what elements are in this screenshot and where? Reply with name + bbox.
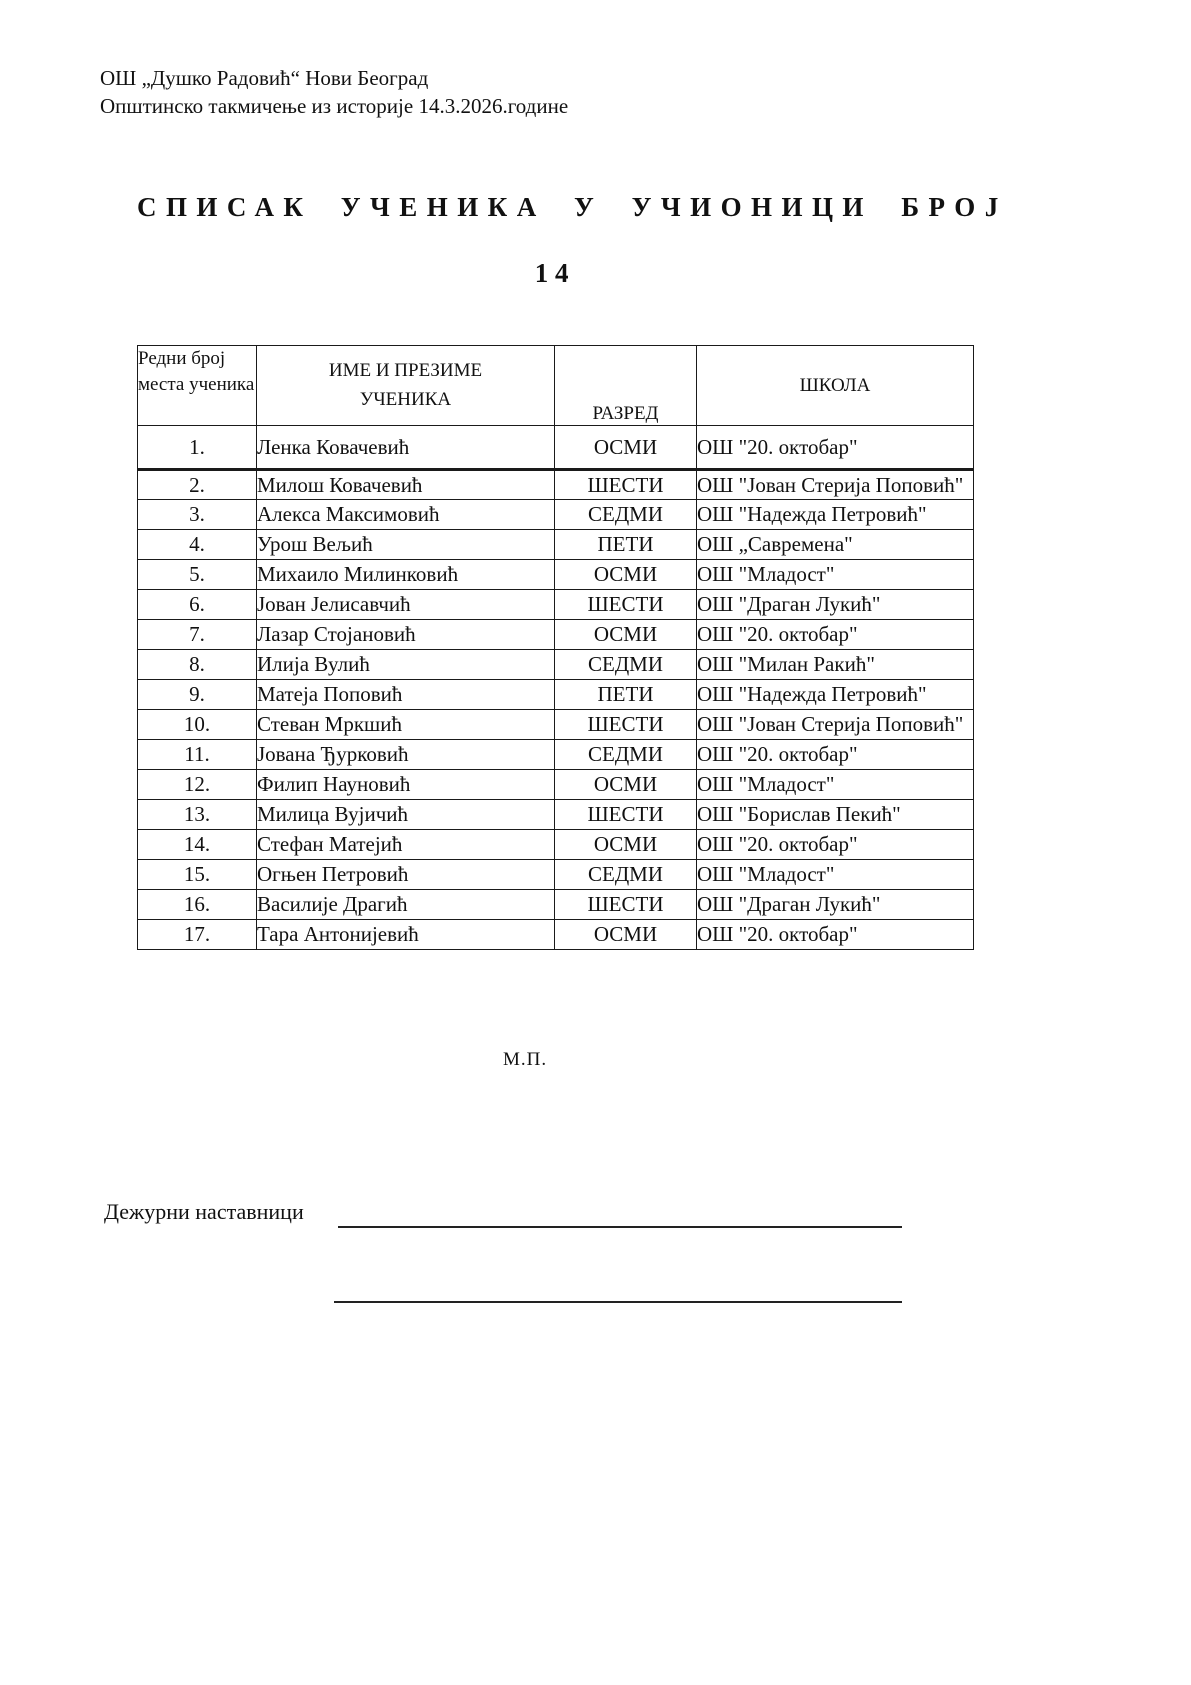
student-grade: СЕДМИ xyxy=(555,860,697,890)
student-name: Милош Ковачевић xyxy=(257,470,555,500)
table-row xyxy=(138,890,974,920)
student-school: ОШ "Драган Лукић" xyxy=(697,590,974,620)
teachers-label: Дежурни наставници xyxy=(104,1199,304,1224)
table-row xyxy=(138,620,974,650)
student-name: Михаило Милинковић xyxy=(257,560,555,590)
student-ordinal: 4. xyxy=(138,530,257,560)
table-row xyxy=(138,770,974,800)
student-ordinal: 6. xyxy=(138,590,257,620)
table-row xyxy=(138,500,974,530)
student-grade: ПЕТИ xyxy=(555,680,697,710)
school-name: ОШ „Душко Радовић“ Нови Београд xyxy=(100,66,429,90)
student-school: ОШ "20. октобар" xyxy=(697,920,974,950)
student-school: ОШ "Надежда Петровић" xyxy=(697,680,974,710)
page-title: СПИСАК УЧЕНИКА У УЧИОНИЦИ БРОЈ xyxy=(137,192,1008,222)
student-name: Јована Ђурковић xyxy=(257,740,555,770)
student-school: ОШ "20. октобар" xyxy=(697,620,974,650)
student-ordinal: 8. xyxy=(138,650,257,680)
student-name: Ленка Ковачевић xyxy=(257,426,555,470)
table-row xyxy=(138,740,974,770)
student-grade: СЕДМИ xyxy=(555,650,697,680)
student-grade: СЕДМИ xyxy=(555,500,697,530)
student-name: Стефан Матејић xyxy=(257,830,555,860)
competition-info: Општинско такмичење из историје 14.3.2026.године xyxy=(100,94,569,118)
table-row xyxy=(138,590,974,620)
col-header-school: ШКОЛА xyxy=(697,346,974,426)
student-name: Тара Антонијевић xyxy=(257,920,555,950)
student-grade: ШЕСТИ xyxy=(555,590,697,620)
table-row xyxy=(138,920,974,950)
student-grade: ШЕСТИ xyxy=(555,470,697,500)
table-row xyxy=(138,680,974,710)
student-grade: ШЕСТИ xyxy=(555,890,697,920)
student-grade: ОСМИ xyxy=(555,426,697,470)
student-name: Лазар Стојановић xyxy=(257,620,555,650)
student-grade: ОСМИ xyxy=(555,620,697,650)
student-ordinal: 7. xyxy=(138,620,257,650)
signature-line-2 xyxy=(334,1301,902,1303)
table-row xyxy=(138,800,974,830)
student-name: Матеја Поповић xyxy=(257,680,555,710)
table-row xyxy=(138,470,974,500)
student-school: ОШ "Јован Стерија Поповић" xyxy=(697,710,974,740)
student-name: Илија Вулић xyxy=(257,650,555,680)
student-school: ОШ "20. октобар" xyxy=(697,830,974,860)
student-grade: ПЕТИ xyxy=(555,530,697,560)
student-ordinal: 5. xyxy=(138,560,257,590)
table-header-row xyxy=(138,346,974,426)
stamp-placeholder: М.П. xyxy=(503,1049,548,1070)
student-ordinal: 10. xyxy=(138,710,257,740)
student-school: ОШ "Надежда Петровић" xyxy=(697,500,974,530)
table-row xyxy=(138,830,974,860)
student-name: Урош Вељић xyxy=(257,530,555,560)
student-ordinal: 11. xyxy=(138,740,257,770)
student-ordinal: 9. xyxy=(138,680,257,710)
student-school: ОШ "Младост" xyxy=(697,770,974,800)
table-row xyxy=(138,560,974,590)
col-header-ordinal: Редни број места ученика xyxy=(138,346,257,426)
student-school: ОШ "20. октобар" xyxy=(697,740,974,770)
student-grade: ОСМИ xyxy=(555,560,697,590)
student-ordinal: 2. xyxy=(138,470,257,500)
student-ordinal: 15. xyxy=(138,860,257,890)
table-row xyxy=(138,710,974,740)
student-name: Милица Вујичић xyxy=(257,800,555,830)
student-school: ОШ "Младост" xyxy=(697,560,974,590)
student-name: Филип Науновић xyxy=(257,770,555,800)
student-school: ОШ "Драган Лукић" xyxy=(697,890,974,920)
student-ordinal: 17. xyxy=(138,920,257,950)
student-school: ОШ "Борислав Пекић" xyxy=(697,800,974,830)
student-grade: СЕДМИ xyxy=(555,740,697,770)
table-row xyxy=(138,530,974,560)
signature-line-1 xyxy=(338,1226,902,1228)
student-ordinal: 14. xyxy=(138,830,257,860)
col-header-name: ИМЕ И ПРЕЗИМЕ УЧЕНИКА xyxy=(257,346,555,426)
student-name: Василије Драгић xyxy=(257,890,555,920)
student-ordinal: 12. xyxy=(138,770,257,800)
student-grade: ШЕСТИ xyxy=(555,710,697,740)
table-row xyxy=(138,426,974,470)
students-table xyxy=(137,345,974,950)
col-header-grade: РАЗРЕД xyxy=(555,346,697,426)
student-grade: ШЕСТИ xyxy=(555,800,697,830)
student-grade: ОСМИ xyxy=(555,920,697,950)
doc-header xyxy=(100,64,568,120)
student-ordinal: 16. xyxy=(138,890,257,920)
student-school: ОШ "20. октобар" xyxy=(697,426,974,470)
student-ordinal: 3. xyxy=(138,500,257,530)
student-ordinal: 13. xyxy=(138,800,257,830)
student-name: Јован Јелисавчић xyxy=(257,590,555,620)
student-grade: ОСМИ xyxy=(555,770,697,800)
student-grade: ОСМИ xyxy=(555,830,697,860)
student-ordinal: 1. xyxy=(138,426,257,470)
student-school: ОШ „Савремена" xyxy=(697,530,974,560)
student-school: ОШ "Милан Ракић" xyxy=(697,650,974,680)
student-name: Алекса Максимовић xyxy=(257,500,555,530)
student-school: ОШ "Јован Стерија Поповић" xyxy=(697,470,974,500)
student-name: Стеван Мркшић xyxy=(257,710,555,740)
table-row xyxy=(138,650,974,680)
table-row xyxy=(138,860,974,890)
classroom-number: 14 xyxy=(534,258,576,288)
student-name: Огњен Петровић xyxy=(257,860,555,890)
student-school: ОШ "Младост" xyxy=(697,860,974,890)
